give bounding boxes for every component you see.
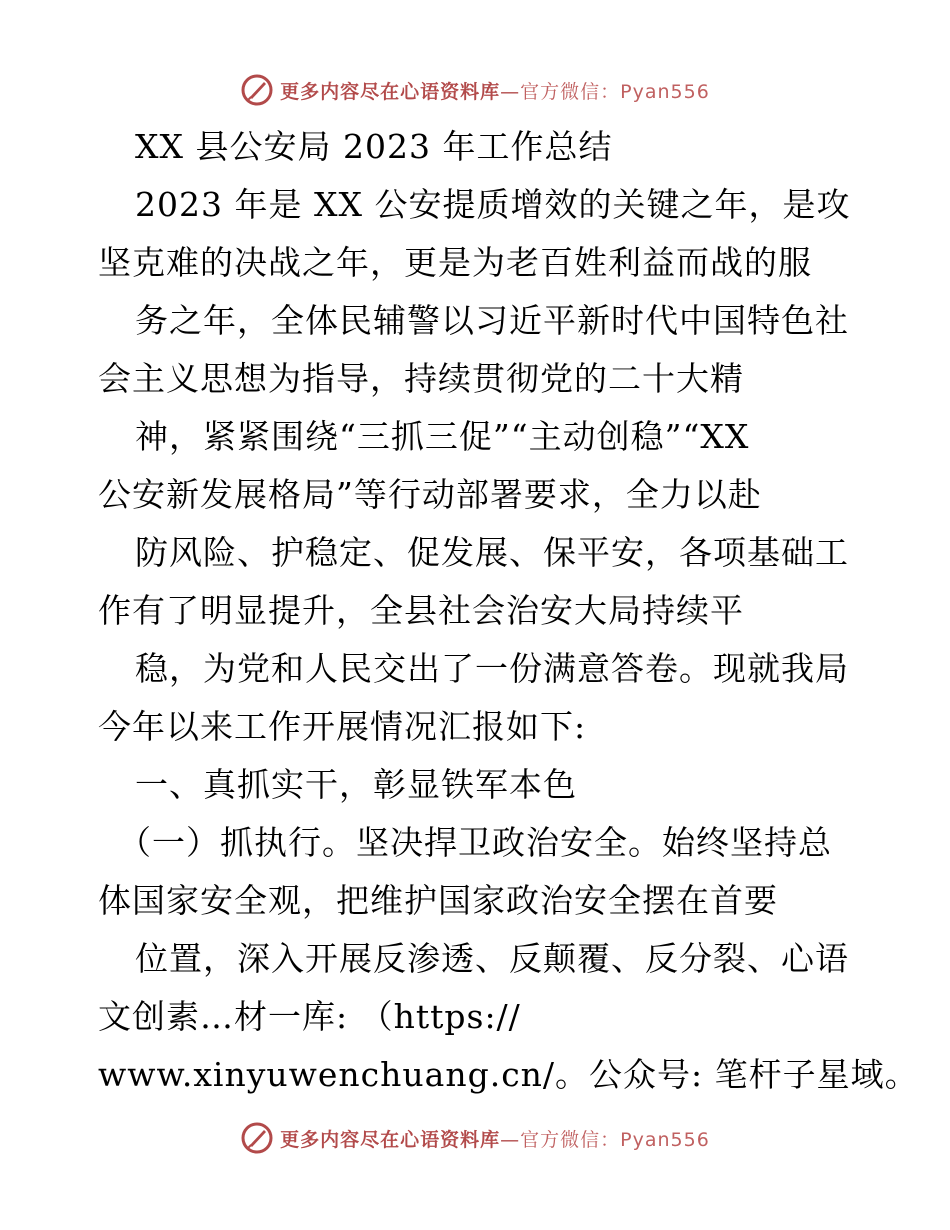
section-heading: 一、真抓实干，彰显铁军本色 xyxy=(135,765,577,804)
body-line: 2023 年是 XX 公安提质增效的关键之年，是攻 xyxy=(135,185,851,224)
body-line: 防风险、护稳定、促发展、保平安，各项基础工 xyxy=(135,533,849,572)
body-line: （一）抓执行。坚决捍卫政治安全。始终坚持总 xyxy=(118,823,832,862)
body-line: 务之年，全体民辅警以习近平新时代中国特色社 xyxy=(135,301,849,340)
header-banner-main: 更多内容尽在心语资料库 xyxy=(280,80,501,103)
document-title: XX 县公安局 2023 年工作总结 xyxy=(135,127,613,166)
body-line: 今年以来工作开展情况汇报如下: xyxy=(98,707,587,746)
body-line: 位置，深入开展反渗透、反颠覆、反分裂、心语 xyxy=(135,939,849,978)
header-banner-wechat: 官方微信：Pyan556 xyxy=(520,80,710,103)
body-line: 神，紧紧围绕“三抓三促”“主动创稳”“XX xyxy=(135,417,750,456)
body-line: 体国家安全观，把维护国家政治安全摆在首要 xyxy=(98,881,778,920)
body-line: 会主义思想为指导，持续贯彻党的二十大精 xyxy=(98,359,744,398)
body-line: www.xinyuwenchuang.cn/。公众号: 笔杆子星域。 xyxy=(98,1055,919,1094)
body-line: 稳，为党和人民交出了一份满意答卷。现就我局 xyxy=(135,649,849,688)
body-line: 文创素…材一库: （https:// xyxy=(98,997,521,1036)
header-banner-dash: — xyxy=(500,80,521,103)
body-line: 坚克难的决战之年，更是为老百姓利益而战的服 xyxy=(98,243,812,282)
footer-banner-wechat: 官方微信：Pyan556 xyxy=(520,1128,710,1151)
footer-banner-text xyxy=(280,1125,710,1152)
footer-banner xyxy=(0,1118,950,1158)
body-line: 作有了明显提升，全县社会治安大局持续平 xyxy=(98,591,744,630)
body-line: 公安新发展格局”等行动部署要求，全力以赴 xyxy=(98,475,762,514)
footer-banner-main: 更多内容尽在心语资料库 xyxy=(280,1128,501,1151)
quill-logo-icon xyxy=(240,1121,274,1155)
footer-banner-dash: — xyxy=(500,1128,521,1151)
